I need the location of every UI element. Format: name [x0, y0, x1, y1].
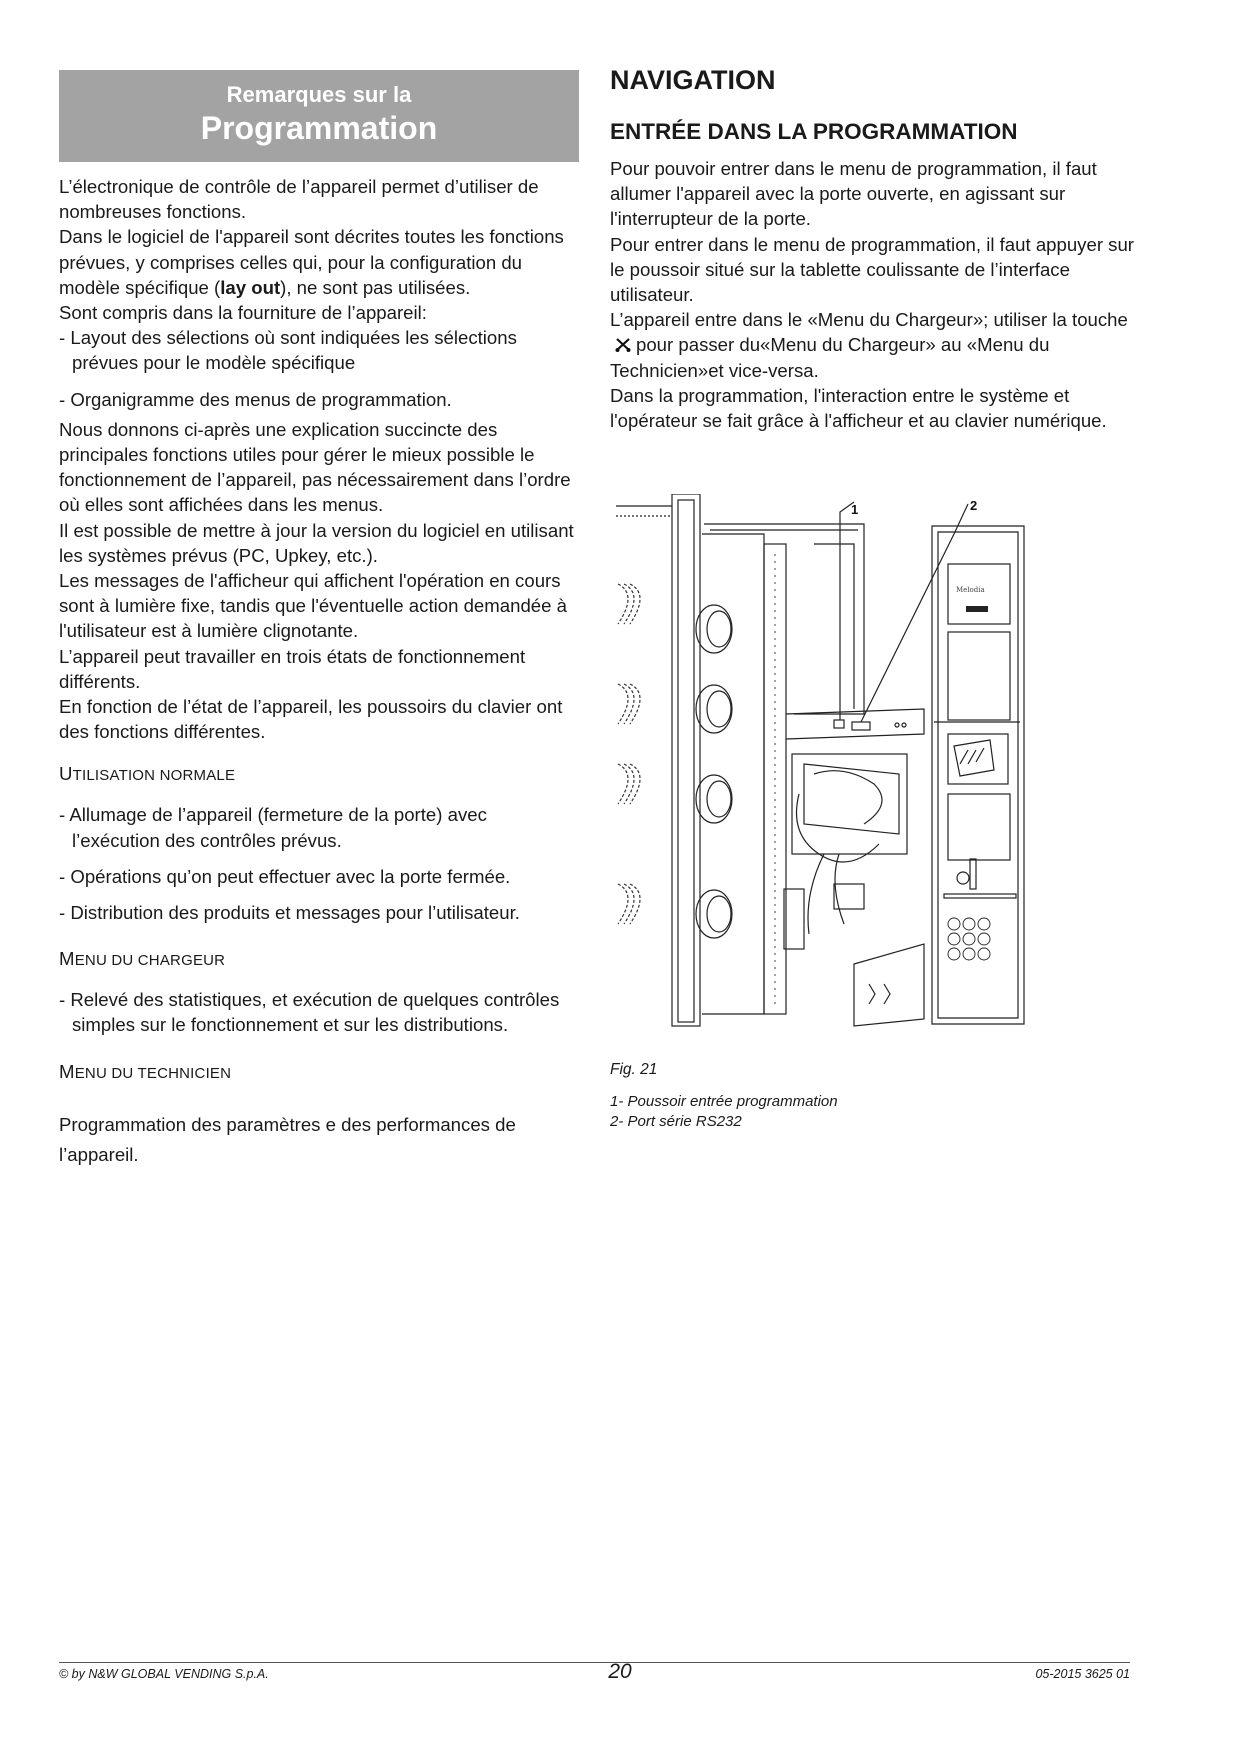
body-paragraph-1: Nous donnons ci-après une explication succincte des principales fonctions utiles pour gérer le mieux possible le fonctionnement de l’appareil, pas nécessairement dans l’ordre où elles sont affichées dans les menus.: [59, 418, 571, 516]
body-paragraph-3: Les messages de l'afficheur qui affichent l'opération en cours sont à lumière fixe, tandis que l'éventuelle action demandée à l'utilisateur est à lumière clignotante.: [59, 570, 567, 642]
page-number: 20: [608, 1660, 632, 1683]
normal-use-item: - Distribution des produits et messages pour l’utilisateur.: [59, 902, 520, 924]
callout-2: 2: [970, 498, 978, 513]
body-paragraph-2: Il est possible de mettre à jour la version du logiciel en utilisant les systèmes prévus (PC, Upkey, etc.).: [59, 519, 574, 566]
entry-paragraph-2: Pour entrer dans le menu de programmation, il faut appuyer sur le poussoir situé sur la tablette coulissante de l’interface utilisateur.: [610, 233, 1135, 306]
left-column: [59, 70, 579, 1170]
body-paragraph-4: L’appareil peut travailler en trois états de fonctionnement différents.: [59, 645, 526, 692]
supply-item: - Layout des sélections où sont indiquées les sélections prévues pour le modèle spécifique: [59, 327, 517, 374]
intro-paragraph-1: L’électronique de contrôle de l’appareil permet d’utiliser de nombreuses fonctions.: [59, 176, 539, 223]
banner-title: Programmation: [200, 110, 438, 146]
callout-1: 1: [851, 502, 859, 517]
legend-item: 1- Poussoir entrée programmation: [610, 1093, 838, 1110]
footer-doc-code: 05-2015 3625 01: [1035, 1667, 1130, 1681]
legend-item: 2- Port série RS232: [610, 1113, 742, 1130]
normal-use-item: - Allumage de l’appareil (fermeture de la porte) avec l’exécution des contrôles prévus.: [59, 804, 487, 851]
banner-line1: Remarques sur la: [226, 82, 412, 107]
scissors-key-icon: [614, 337, 632, 353]
technician-menu-text: Programmation des paramètres e des performances de l’appareil.: [59, 1113, 516, 1165]
footer-copyright: © by N&W GLOBAL VENDING S.p.A.: [59, 1667, 269, 1681]
right-column: [610, 64, 1135, 433]
normal-use-item: - Opérations qu’on peut effectuer avec la porte fermée.: [59, 865, 511, 887]
section-heading-loader-menu: MENU DU CHARGEUR: [59, 948, 226, 970]
intro-paragraph-3: Sont compris dans la fourniture de l’appareil:: [59, 302, 427, 324]
brand-label: Melodia: [956, 586, 985, 594]
programming-entry-heading: ENTRÉE DANS LA PROGRAMMATION: [610, 119, 1018, 144]
section-heading-normal-use: UTILISATION NORMALE: [59, 763, 236, 785]
intro-paragraph-2: Dans le logiciel de l'appareil sont décrites toutes les fonctions prévues, y comprises celles qui, pour la configuration du modèle spécifique (lay out), ne sont pas utilisées.: [59, 226, 564, 298]
brand-logo: [966, 606, 988, 612]
supply-item: - Organigramme des menus de programmation.: [59, 388, 452, 410]
vending-machine-figure: [614, 494, 1068, 1034]
section-banner: [59, 70, 579, 162]
figure-caption: [610, 1060, 838, 1132]
entry-paragraph-3: L’appareil entre dans le «Menu du Chargeur»; utiliser la touchepour passer du«Menu du Chargeur» au «Menu du Technicien»et vice-versa.: [610, 309, 1128, 381]
body-paragraph-5: En fonction de l’état de l’appareil, les poussoirs du clavier ont des fonctions différentes.: [59, 696, 563, 743]
navigation-heading: NAVIGATION: [610, 65, 776, 95]
figure-label: Fig. 21: [610, 1061, 658, 1078]
entry-paragraph-4: Dans la programmation, l'interaction entre le système et l'opérateur se fait grâce à l'afficheur et au clavier numérique.: [610, 384, 1107, 432]
entry-paragraph-1: Pour pouvoir entrer dans le menu de programmation, il faut allumer l'appareil avec la porte ouverte, en agissant sur l'interrupteur de la porte.: [610, 158, 1097, 230]
section-heading-technician-menu: MENU DU TECHNICIEN: [59, 1060, 232, 1082]
loader-menu-item: - Relevé des statistiques, et exécution de quelques contrôles simples sur le fonctionnement et sur les distributions.: [59, 989, 560, 1036]
